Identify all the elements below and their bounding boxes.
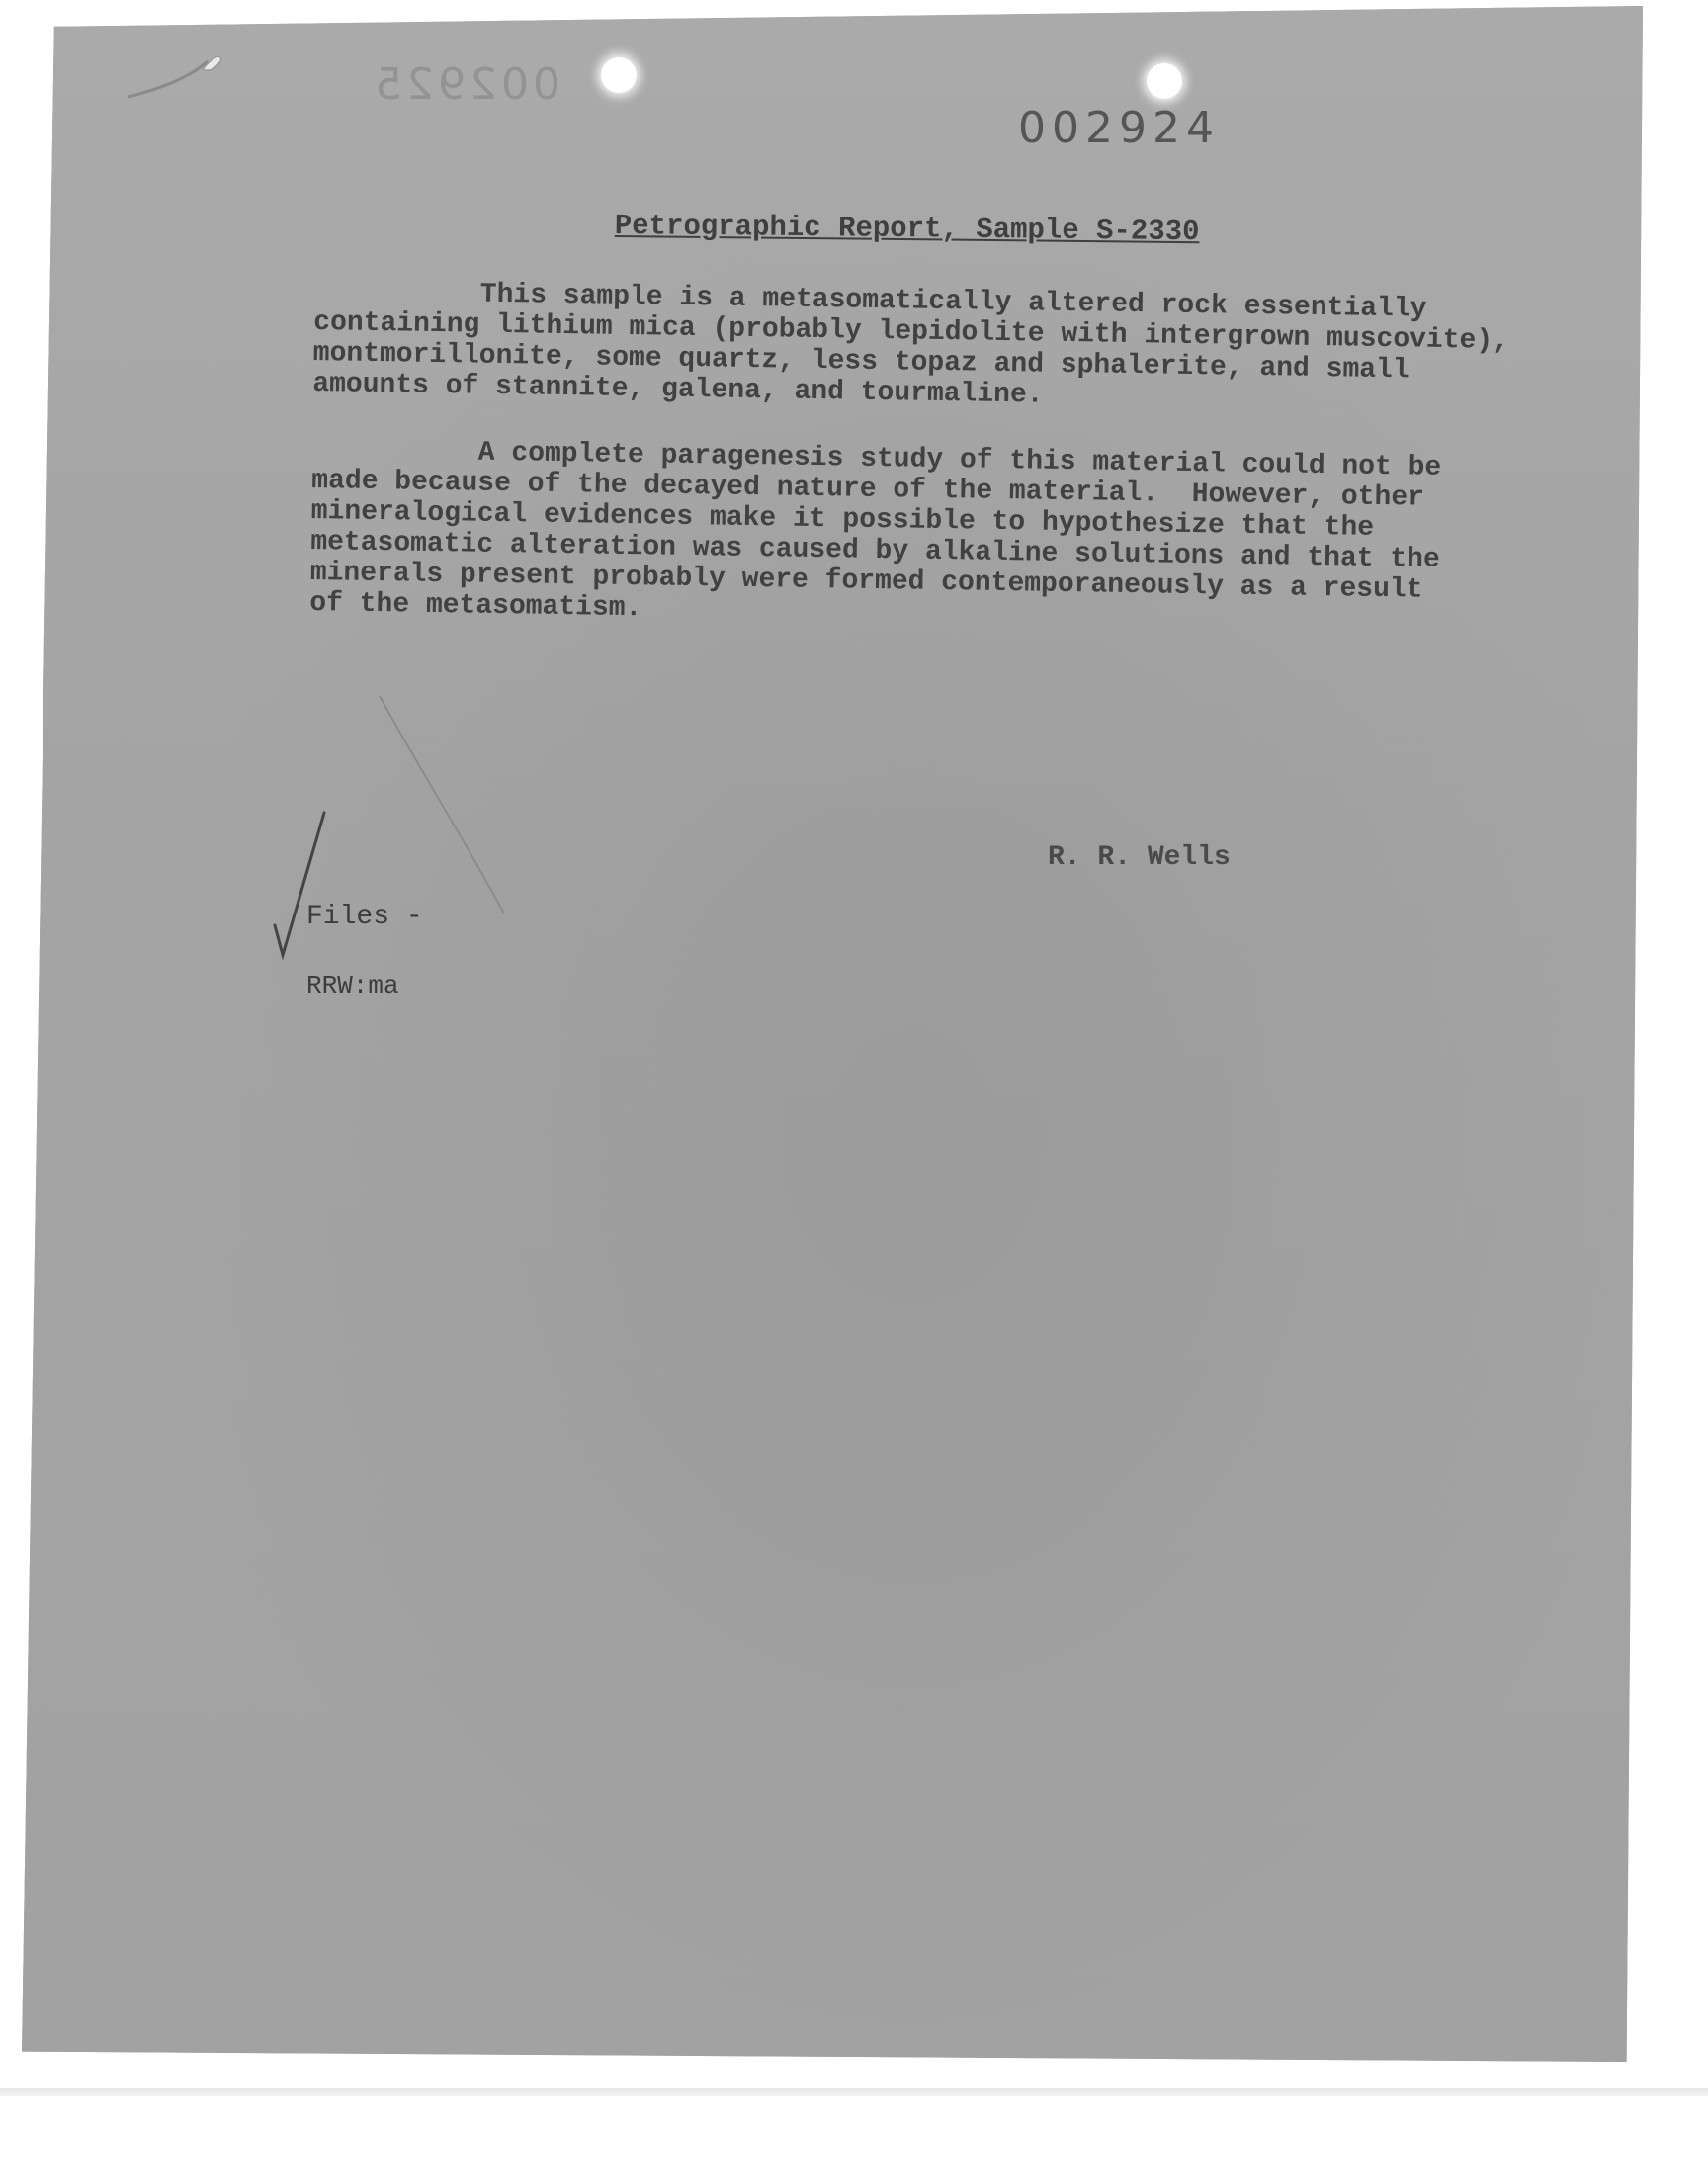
reference-initials: RRW:ma: [306, 971, 399, 1000]
pencil-corner-mark: [119, 40, 227, 109]
scan-bottom-edge: [0, 2088, 1708, 2096]
bleed-through-number: 002925: [371, 59, 560, 110]
check-mark-icon: [267, 809, 336, 967]
author-signature: R. R. Wells: [1048, 842, 1231, 873]
punch-hole-left: [601, 57, 637, 93]
punch-hole-right: [1147, 63, 1182, 99]
pencil-stroke-mark: [376, 692, 514, 919]
paragraph-paragenesis: A complete paragenesis study of this material could not be made because of the decayed nature of the material. However, other mineralogical evidences make it possible to hypothesize that the metasomatic alteration was caused by alkaline solutions and that the minerals present probably were formed contemporaneously as a result of the metasomatism.: [309, 435, 1442, 625]
files-notation: Files -: [306, 902, 423, 932]
paragraph-composition: This sample is a metasomatically altered rock essentially containing lithium mica (probably lepidolite with intergrown muscovite), montmorillonite, some quartz, less topaz and sphalerite, and small amounts of stannite, galena, and tourmaline.: [312, 277, 1510, 411]
report-title: Petrographic Report, Sample S-2330: [614, 210, 1200, 249]
document-number: 002924: [1018, 103, 1220, 153]
